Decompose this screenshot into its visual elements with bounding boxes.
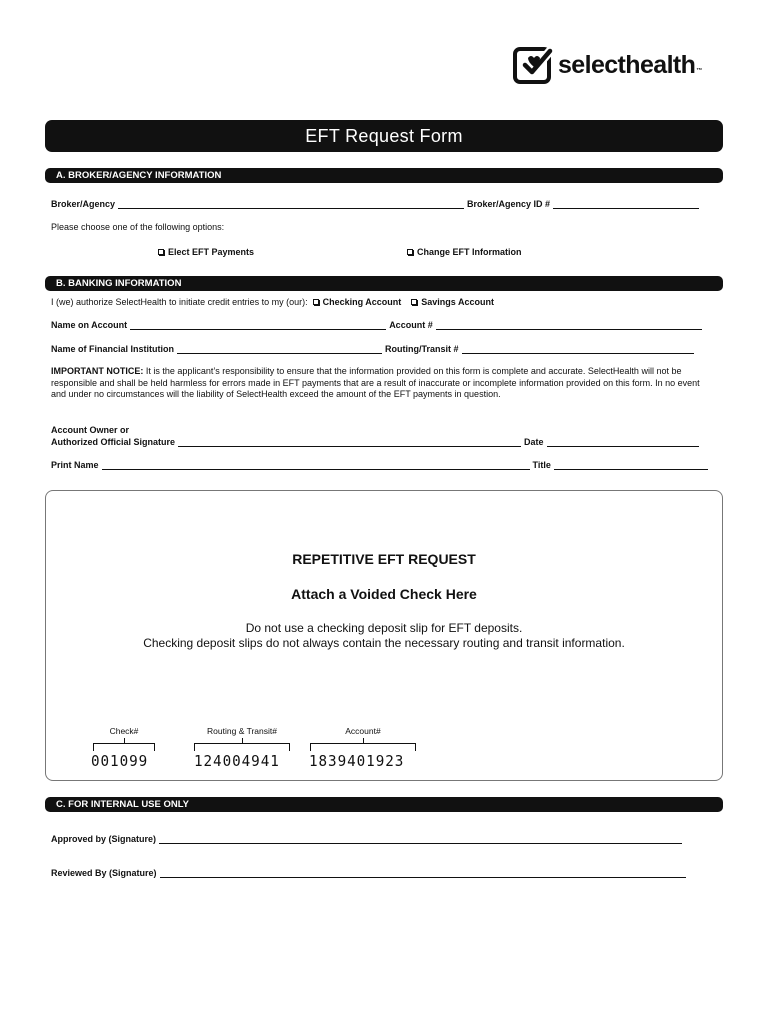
elect-checkbox[interactable] [158, 249, 164, 255]
option-change[interactable] [407, 247, 522, 257]
routing-label: Routing/Transit # [385, 344, 459, 354]
reviewed-signature-field[interactable] [160, 869, 686, 878]
institution-routing-row [51, 344, 694, 354]
deposit-note-2: Checking deposit slips do not always contain the necessary routing and transit information. [143, 636, 625, 650]
selecthealth-logo-icon [513, 45, 553, 85]
important-notice [51, 366, 711, 401]
checking-checkbox[interactable] [313, 299, 319, 305]
financial-institution-field[interactable] [177, 345, 382, 354]
brand-logo [513, 44, 728, 86]
broker-agency-id-field[interactable] [553, 200, 699, 209]
repetitive-eft-heading: REPETITIVE EFT REQUEST [292, 551, 476, 567]
brand-name: selecthealth [558, 50, 696, 79]
approved-label: Approved by (Signature) [51, 834, 157, 844]
micr-check-number: 001099 [91, 752, 149, 770]
micr-routing-number: 124004941 [194, 752, 280, 770]
section-b-header: B. BANKING INFORMATION [45, 276, 723, 291]
account-number-check-label: Account# [345, 726, 381, 736]
deposit-note-1: Do not use a checking deposit slip for EFT deposits. [245, 621, 523, 635]
signature-field[interactable] [178, 438, 521, 447]
approved-signature-field[interactable] [159, 835, 682, 844]
checking-option[interactable] [313, 297, 402, 307]
change-label: Change EFT Information [417, 247, 522, 257]
broker-row [51, 199, 699, 209]
signature-label-1: Account Owner or [51, 425, 130, 435]
name-on-account-field[interactable] [130, 321, 386, 330]
savings-option[interactable] [411, 297, 494, 307]
check-bracket [93, 743, 155, 751]
routing-field[interactable] [462, 345, 694, 354]
savings-label: Savings Account [421, 297, 494, 307]
choose-row [51, 222, 224, 232]
routing-transit-label: Routing & Transit# [207, 726, 277, 736]
account-bracket [310, 743, 416, 751]
notice-text: It is the applicant’s responsibility to ensure that the information provided on this form is complete and accurate. SelectHealth will not be responsible and shall be held harmless for errors made in EFT payments that are a result of inaccurate or incomplete information provided on this form. In no event and under no circumstances will the liability of SelectHealth exceed the amount of the EFT payments in question. [51, 366, 700, 399]
print-name-field[interactable] [102, 461, 530, 470]
change-checkbox[interactable] [407, 249, 413, 255]
print-name-row [51, 460, 708, 470]
form-title: EFT Request Form [45, 120, 723, 152]
reviewed-label: Reviewed By (Signature) [51, 868, 157, 878]
reviewed-row [51, 868, 686, 878]
notice-heading: IMPORTANT NOTICE: [51, 366, 144, 376]
authorize-row [51, 297, 494, 307]
date-field[interactable] [547, 438, 699, 447]
name-account-row [51, 320, 702, 330]
signature-label-2: Authorized Official Signature [51, 437, 176, 447]
elect-label: Elect EFT Payments [168, 247, 255, 257]
savings-checkbox[interactable] [411, 299, 417, 305]
account-number-label: Account # [389, 320, 433, 330]
title-field[interactable] [554, 461, 708, 470]
name-on-account-label: Name on Account [51, 320, 128, 330]
choose-text: Please choose one of the following options: [51, 222, 225, 232]
broker-agency-field[interactable] [118, 200, 464, 209]
section-c-header: C. FOR INTERNAL USE ONLY [45, 797, 723, 812]
micr-account-number: 1839401923 [309, 752, 405, 770]
voided-check-area [45, 490, 723, 781]
financial-institution-label: Name of Financial Institution [51, 344, 175, 354]
broker-agency-label: Broker/Agency [51, 199, 116, 209]
brand-tm: ™ [696, 68, 703, 74]
approved-row [51, 834, 682, 844]
title-label: Title [532, 460, 551, 470]
authorize-text: I (we) authorize SelectHealth to initiate credit entries to my (our): [51, 297, 308, 307]
section-a-header: A. BROKER/AGENCY INFORMATION [45, 168, 723, 183]
checking-label: Checking Account [322, 297, 402, 307]
signature-row [51, 437, 699, 447]
date-label: Date [524, 437, 544, 447]
option-elect[interactable] [158, 247, 254, 257]
routing-bracket [194, 743, 290, 751]
account-number-field[interactable] [436, 321, 702, 330]
attach-check-heading: Attach a Voided Check Here [291, 586, 477, 602]
signature-label-block [51, 425, 132, 435]
check-number-label: Check# [109, 726, 139, 736]
broker-agency-id-label: Broker/Agency ID # [467, 199, 551, 209]
print-name-label: Print Name [51, 460, 99, 470]
